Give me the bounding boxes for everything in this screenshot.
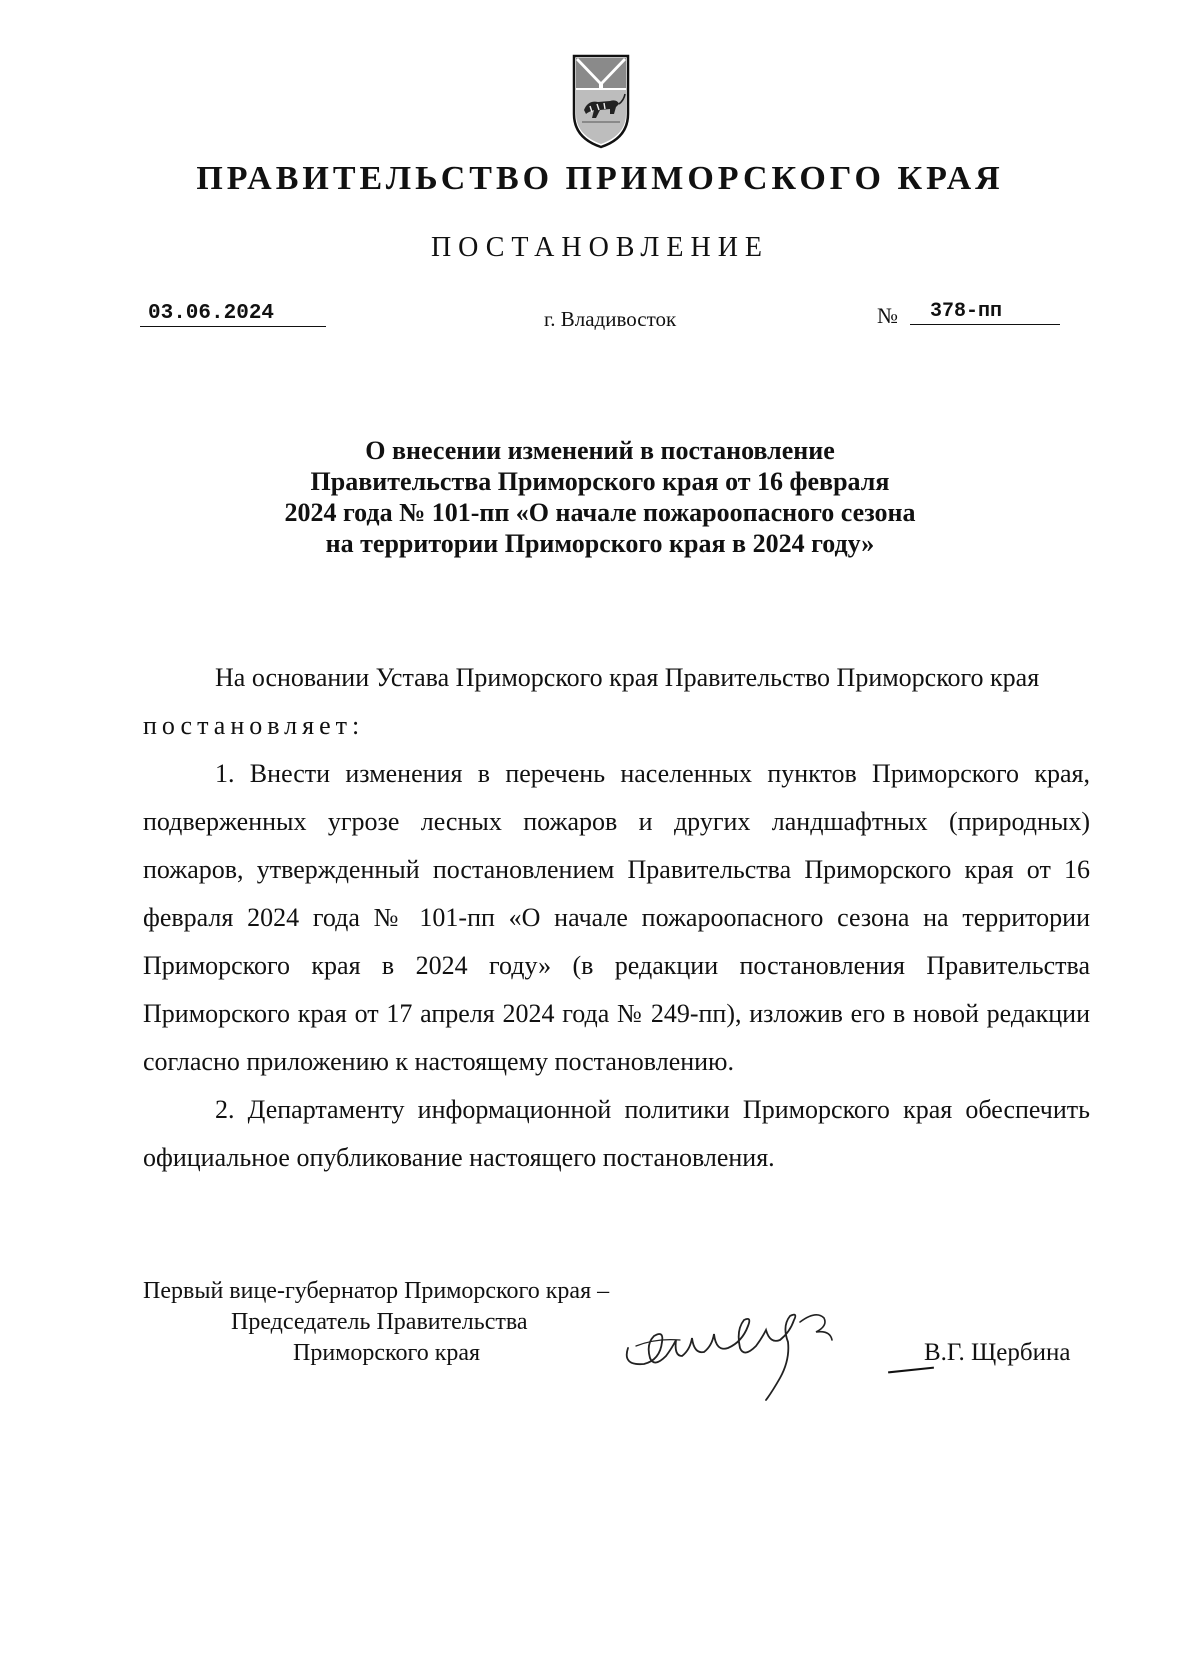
number-sign: № — [877, 303, 898, 328]
document-number: 378-пп — [910, 300, 1060, 325]
signature-dash — [888, 1367, 934, 1374]
document-body — [143, 654, 1090, 1182]
heading-line: на территории Приморского края в 2024 году» — [325, 529, 875, 558]
resolves-word: постановляет: — [143, 711, 365, 740]
intro-paragraph: На основании Устава Приморского края Правительство Приморского края — [215, 663, 1040, 692]
document-date: 03.06.2024 — [140, 302, 326, 327]
handwritten-signature — [620, 1300, 860, 1410]
position-line: Первый вице-губернатор Приморского края – — [143, 1278, 610, 1304]
heading-line: 2024 года № 101-пп «О начале пожароопасного сезона — [284, 498, 916, 527]
heading-line: О внесении изменений в постановление — [365, 436, 835, 465]
heading-line: Правительства Приморского края от 16 февраля — [310, 467, 890, 496]
government-title: ПРАВИТЕЛЬСТВО ПРИМОРСКОГО КРАЯ — [196, 160, 1004, 197]
document-city: г. Владивосток — [544, 307, 677, 331]
clause-2: 2. Департаменту информационной политики Приморского края обеспечить официальное опубликование настоящего постановления. — [143, 1095, 1090, 1172]
position-line: Приморского края — [293, 1340, 481, 1366]
document-heading — [200, 435, 1000, 559]
document-type: ПОСТАНОВЛЕНИЕ — [430, 232, 770, 263]
position-line: Председатель Правительства — [231, 1309, 528, 1335]
clause-1: 1. Внести изменения в перечень населенных пунктов Приморского края, подверженных угрозе лесных пожаров и других ландшафтных (природных) пожаров, утвержденный постановлением Правительства Приморского края от 16 февраля 2024 года № 101-пп «О начале пожароопасного сезона на территории Приморского края в 2024 году» (в редакции постановления Правительства Приморского края от 17 апреля 2024 года № 249-пп), изложив его в новой редакции согласно приложению к настоящему постановлению. — [143, 759, 1090, 1076]
signer-name: В.Г. Щербина — [924, 1339, 1071, 1366]
coat-of-arms-icon — [570, 52, 632, 150]
signatory-position — [143, 1276, 609, 1369]
